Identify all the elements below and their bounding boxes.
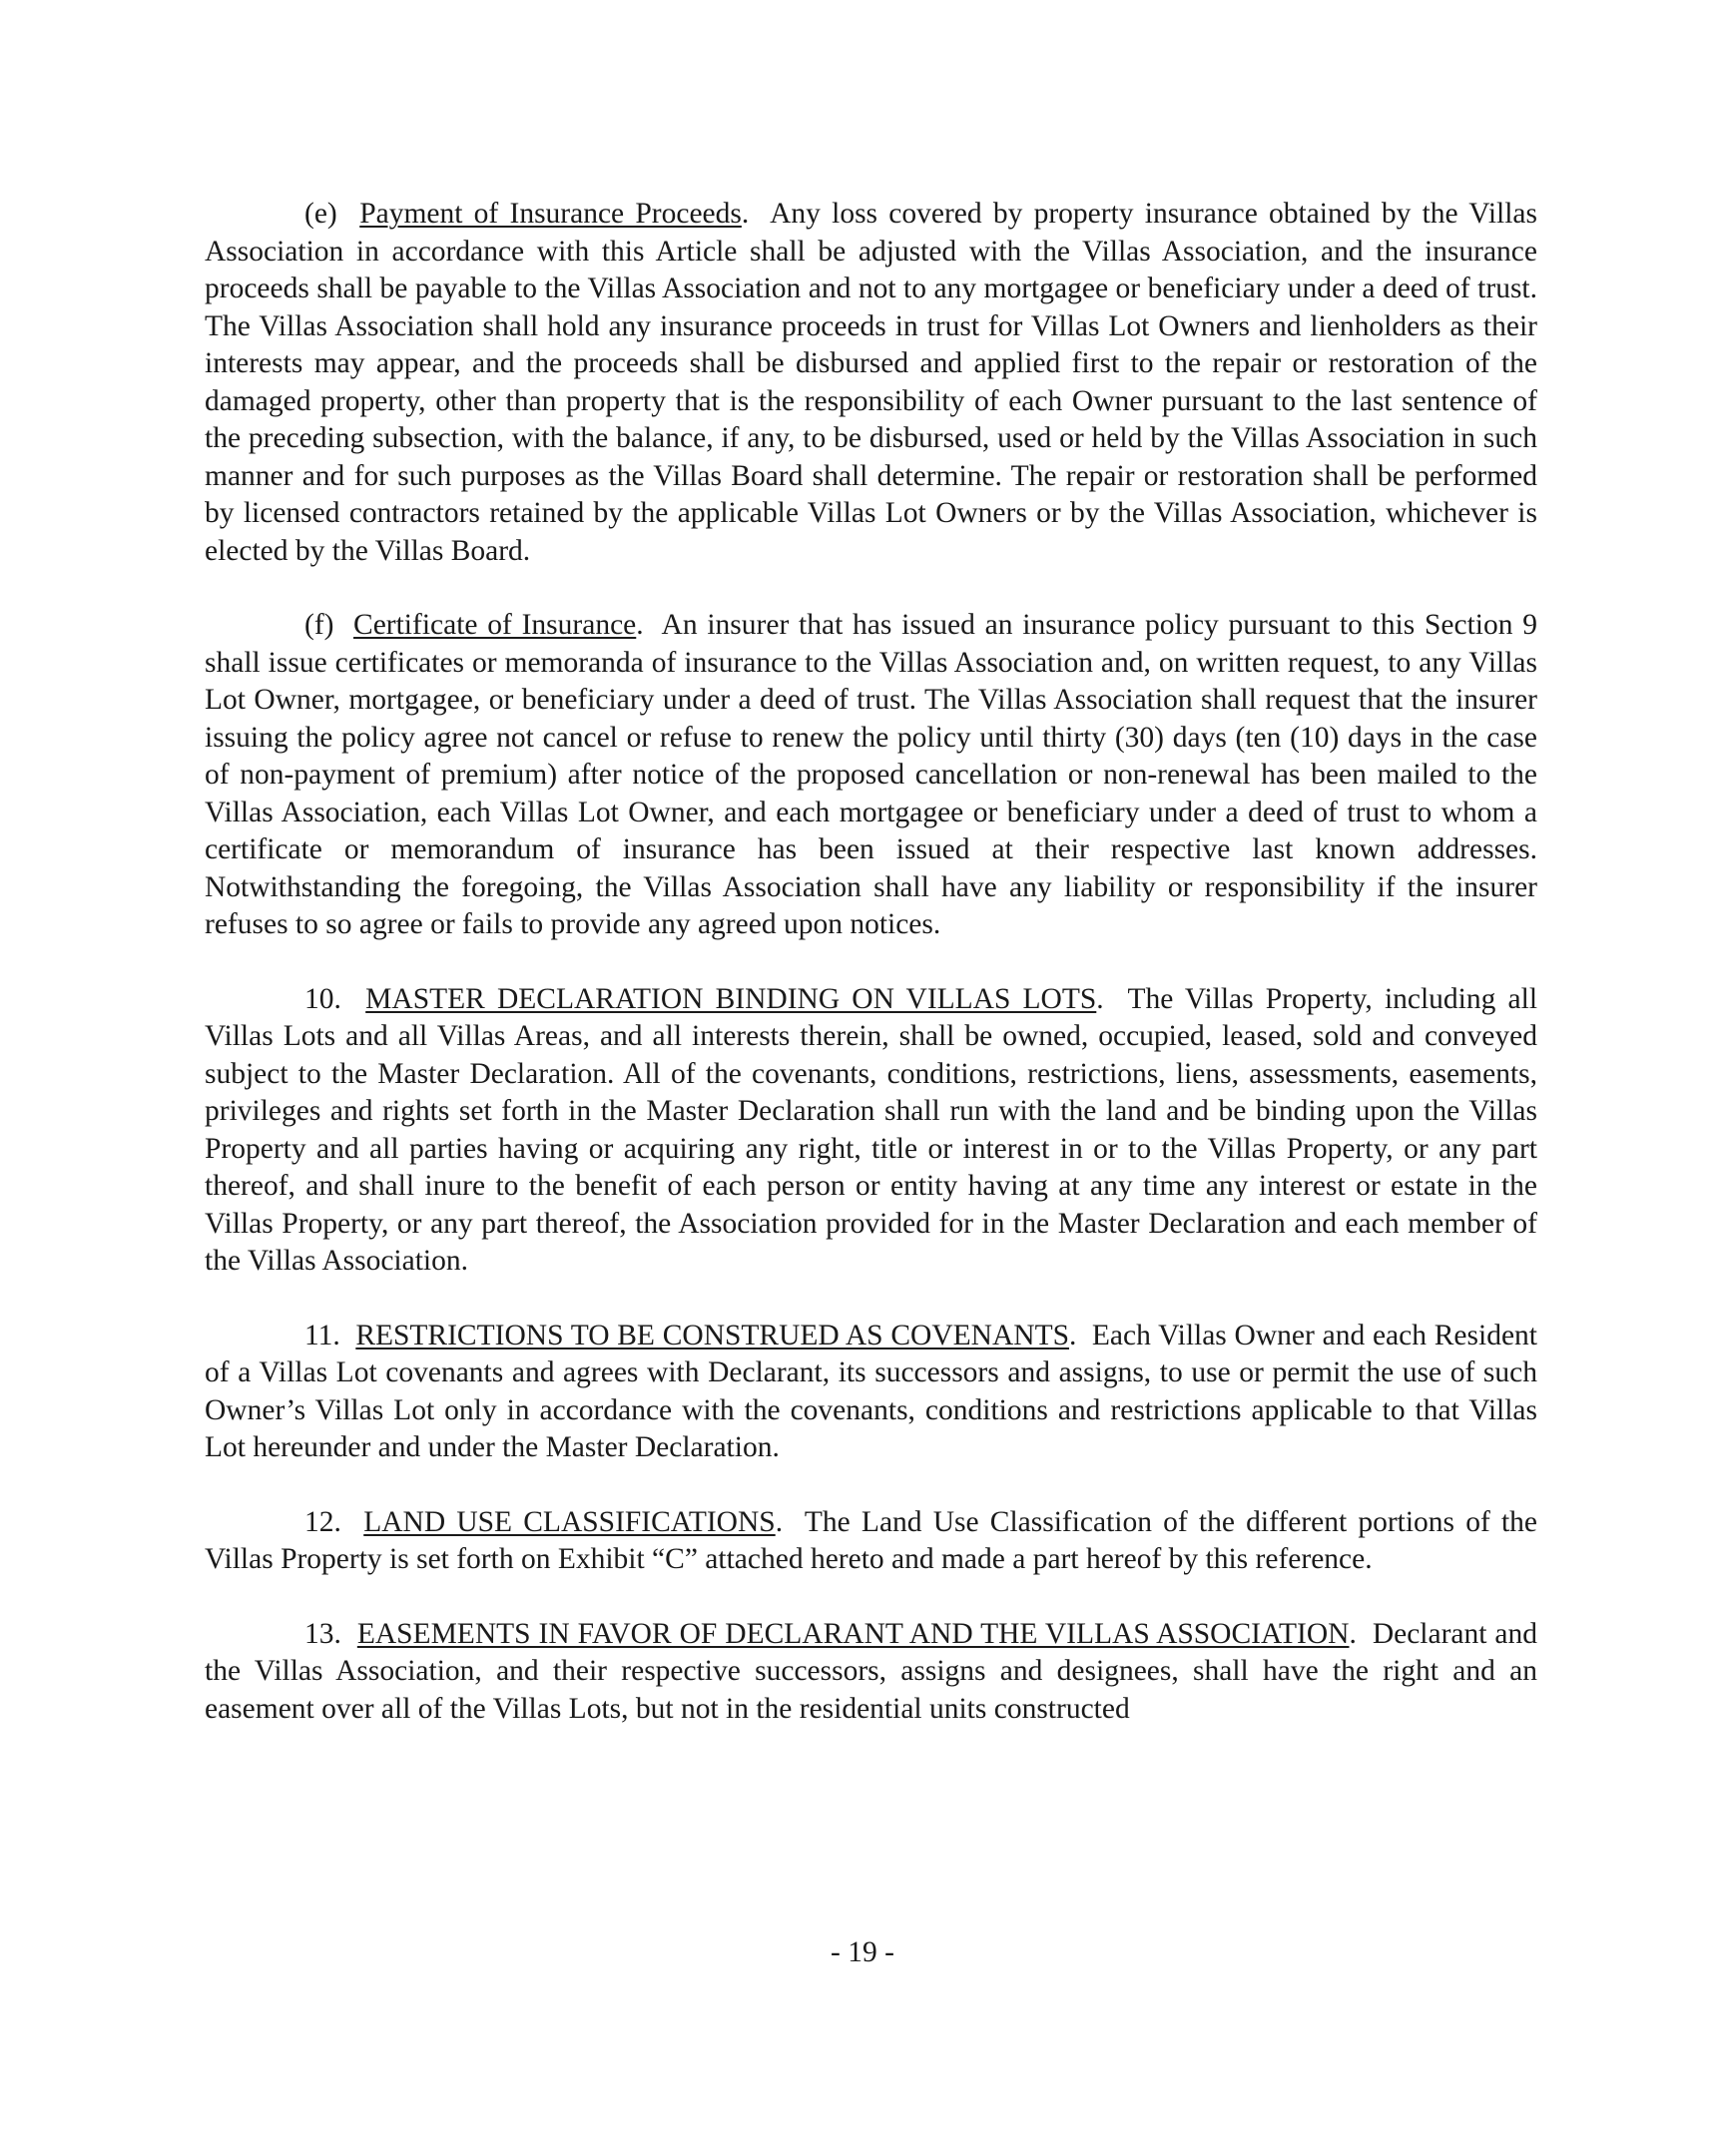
paragraph-heading: Certificate of Insurance [353,609,637,641]
section-heading: EASEMENTS IN FAVOR OF DECLARANT AND THE VILLAS ASSOCIATION [356,1617,1350,1650]
document-page [205,196,1537,1765]
paragraph-f-certificate-of-insurance [205,607,1537,944]
section-heading: LAND USE CLASSIFICATIONS [363,1505,776,1538]
paragraph-label: (f) [304,609,334,641]
paragraph-heading: Payment of Insurance Proceeds [359,198,742,230]
section-12-land-use-classifications [205,1504,1537,1579]
section-heading: MASTER DECLARATION BINDING ON VILLAS LOTS [365,982,1097,1015]
section-number: 11. [304,1319,340,1351]
heading-punctuation: . [1069,1319,1077,1351]
heading-punctuation: . [1096,982,1104,1015]
section-body: Each Villas Owner and each Resident of a Villas Lot covenants and agrees with Declarant, its successors and assigns, to use or permit the use of such Owner’s Villas Lot only in accordance with the covenants, conditions and restrictions applicable to that Villas Lot hereunder and under the Master Declaration. [205,1319,1537,1463]
section-number: 10. [304,982,341,1015]
paragraph-e-payment-of-insurance-proceeds [205,196,1537,570]
section-13-easements [205,1616,1537,1729]
section-number: 12. [304,1505,341,1538]
section-heading: RESTRICTIONS TO BE CONSTRUED AS COVENANTS [355,1319,1069,1351]
page-number: - 19 - [831,1936,894,1968]
heading-punctuation: . [636,609,644,641]
section-body: The Land Use Classification of the different portions of the Villas Property is set forth on Exhibit “C” attached hereto and made a part hereof by this reference. [205,1505,1537,1575]
paragraph-body: An insurer that has issued an insurance policy pursuant to this Section 9 shall issue certificates or memoranda of insurance to the Villas Association and, on written request, to any Villas Lot Owner, mortgagee, or beneficiary under a deed of trust. The Villas Association shall request that the insurer issuing the policy agree not cancel or refuse to renew the policy until thirty (30) days (ten (10) days in the case of non-payment of premium) after notice of the proposed cancellation or non-renewal has been mailed to the Villas Association, each Villas Lot Owner, and each mortgagee or beneficiary under a deed of trust to whom a certificate or memorandum of insurance has been issued at their respective last known addresses. Notwithstanding the foregoing, the Villas Association shall have any liability or responsibility if the insurer refuses to so agree or fails to provide any agreed upon notices. [205,609,1538,940]
heading-punctuation: . [775,1505,784,1538]
section-number: 13. [304,1617,341,1650]
section-body: The Villas Property, including all Villas Lots and all Villas Areas, and all interests therein, shall be owned, occupied, leased, sold and conveyed subject to the Master Declaration. All of the covenants, conditions, restrictions, liens, assessments, easements, privileges and rights set forth in the Master Declaration shall run with the land and be binding upon the Villas Property and all parties having or acquiring any right, title or interest in or to the Villas Property, or any part thereof, and shall inure to the benefit of each person or entity having at any time any interest or estate in the Villas Property, or any part thereof, the Association provided for in the Master Declaration and each member of the Villas Association. [205,982,1538,1277]
paragraph-body: Any loss covered by property insurance obtained by the Villas Association in accordance with this Article shall be adjusted with the Villas Association, and the insurance proceeds shall be payable to the Villas Association and not to any mortgagee or beneficiary under a deed of trust. The Villas Association shall hold any insurance proceeds in trust for Villas Lot Owners and lienholders as their interests may appear, and the proceeds shall be disbursed and applied first to the repair or restoration of the damaged property, other than property that is the responsibility of each Owner pursuant to the last sentence of the preceding subsection, with the balance, if any, to be disbursed, used or held by the Villas Association in such manner and for such purposes as the Villas Board shall determine. The repair or restoration shall be performed by licensed contractors retained by the applicable Villas Lot Owners or by the Villas Association, whichever is elected by the Villas Board. [205,198,1537,567]
paragraph-label: (e) [304,198,337,230]
section-11-restrictions-as-covenants [205,1318,1537,1467]
section-body: Declarant and the Villas Association, and their respective successors, assigns and designees, shall have the right and an easement over all of the Villas Lots, but not in the residential units constructed [205,1617,1538,1725]
section-10-master-declaration-binding [205,981,1537,1281]
heading-punctuation: . [741,198,750,230]
heading-punctuation: . [1349,1617,1357,1650]
